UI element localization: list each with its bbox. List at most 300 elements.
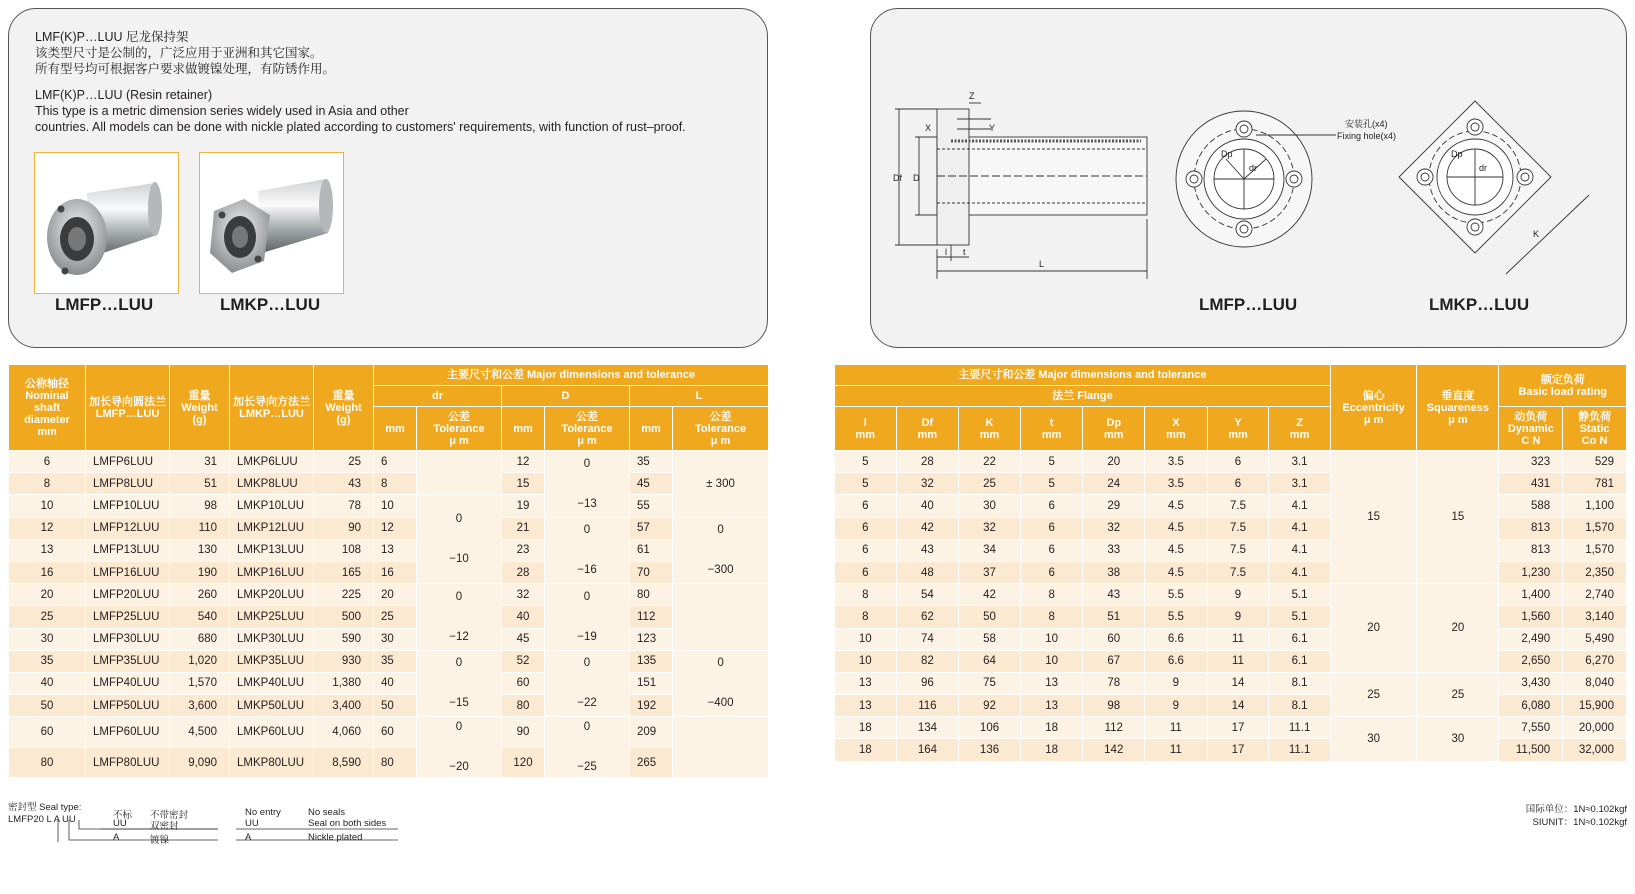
cell: 7.5 — [1207, 495, 1269, 517]
cell: 12 — [502, 451, 545, 473]
cell: 3,430 — [1499, 672, 1563, 694]
cell: 12 — [9, 517, 86, 539]
cell: 6 — [1207, 451, 1269, 473]
cell: 80 — [374, 747, 417, 778]
col-round-model: 加长导向圆法兰 LMFP…LUU — [86, 365, 170, 451]
cell: 32 — [959, 517, 1021, 539]
cell: 151 — [630, 672, 673, 694]
dr-tolerance: 0 −15 — [417, 650, 502, 717]
cell: 28 — [896, 451, 959, 473]
l-mm: mm — [630, 407, 673, 451]
cell: 112 — [630, 606, 673, 628]
seal-e3: UU — [245, 818, 259, 829]
cell: 58 — [959, 628, 1021, 650]
dimensions-table — [8, 364, 769, 778]
cell: 106 — [959, 717, 1021, 739]
squareness-value: 15 — [1417, 451, 1499, 584]
cell: 225 — [314, 584, 374, 606]
cell: 5.5 — [1145, 606, 1208, 628]
cell: 9 — [1145, 695, 1208, 717]
table-row — [835, 473, 1627, 495]
cell: 78 — [314, 495, 374, 517]
cell: 3.1 — [1269, 473, 1331, 495]
cell: 3,400 — [314, 695, 374, 717]
table-row — [835, 517, 1627, 539]
col-square-model: 加长导向方法兰 LMKP…LUU — [230, 365, 314, 451]
cell: 1,020 — [170, 650, 230, 672]
table-row — [9, 517, 769, 539]
cell: 43 — [896, 539, 959, 561]
cell: 6 — [1020, 561, 1083, 583]
dr-tol: 公差 Tolerance μ m — [417, 407, 502, 451]
cell: 11 — [1207, 628, 1269, 650]
cell: 8 — [9, 473, 86, 495]
cell: 136 — [959, 739, 1021, 761]
cell: 1,560 — [1499, 606, 1563, 628]
cell: 60 — [502, 672, 545, 694]
cell: 813 — [1499, 517, 1563, 539]
cell: 5,490 — [1563, 628, 1627, 650]
seal-title: 密封型 Seal type: — [8, 802, 82, 813]
hole-label-cn: 安装孔(x4) — [1345, 119, 1388, 129]
eccentricity-value: 30 — [1330, 717, 1416, 761]
cell: 18 — [835, 739, 897, 761]
cell: 16 — [374, 561, 417, 583]
cell: 34 — [959, 539, 1021, 561]
seal-e4: Seal on both sides — [308, 818, 387, 829]
cell: 80 — [502, 695, 545, 717]
cell: 813 — [1499, 539, 1563, 561]
cell: 74 — [896, 628, 959, 650]
cell: 45 — [502, 628, 545, 650]
d-tolerance: 0 −22 — [545, 650, 630, 717]
cell: 75 — [959, 672, 1021, 694]
cell: 11 — [1145, 739, 1208, 761]
cell: 6 — [835, 495, 897, 517]
cell: 10 — [835, 628, 897, 650]
dim-df: Df — [893, 173, 902, 183]
cell: 13 — [835, 672, 897, 694]
col-load-rating: 额定负荷 Basic load rating — [1499, 365, 1627, 407]
col-weight-1: 重量 Weight (g) — [170, 365, 230, 451]
cell: LMKP40LUU — [230, 672, 314, 694]
cell: 13 — [9, 539, 86, 561]
d-tolerance: 0 −19 — [545, 584, 630, 651]
cell: 6,270 — [1563, 650, 1627, 672]
cell: 9 — [1207, 606, 1269, 628]
cell: 1,380 — [314, 672, 374, 694]
cell: LMFP50LUU — [86, 695, 170, 717]
cell: LMKP35LUU — [230, 650, 314, 672]
cell: 64 — [959, 650, 1021, 672]
hole-label-en: Fixing hole(x4) — [1337, 131, 1397, 141]
table-row — [9, 606, 769, 628]
major-dims-header-right: 主要尺寸和公差 Major dimensions and tolerance — [835, 365, 1331, 386]
cell: 10 — [835, 650, 897, 672]
cell: 3,600 — [170, 695, 230, 717]
cell: 31 — [170, 451, 230, 473]
d-tol: 公差 Tolerance μ m — [545, 407, 630, 451]
cn-line-2: 所有型号均可根据客户要求做镀镍处理，有防锈作用。 — [35, 62, 336, 76]
cell: 5 — [1020, 473, 1083, 495]
cell: 13 — [374, 539, 417, 561]
cell: 110 — [170, 517, 230, 539]
cell: 4,500 — [170, 717, 230, 748]
col-dr: dr — [374, 386, 502, 407]
cell: 13 — [1020, 695, 1083, 717]
cell: LMFP60LUU — [86, 717, 170, 748]
dr-tolerance: 0 −10 — [417, 495, 502, 584]
cell: LMFP12LUU — [86, 517, 170, 539]
seal-c4: 双密封 — [150, 821, 179, 832]
squareness-value: 30 — [1417, 717, 1499, 761]
cell: 10 — [1020, 650, 1083, 672]
cell: LMFP13LUU — [86, 539, 170, 561]
cell: 57 — [630, 517, 673, 539]
cell: 35 — [374, 650, 417, 672]
cell: LMFP6LUU — [86, 451, 170, 473]
cell: 4.5 — [1145, 495, 1208, 517]
cell: 4.1 — [1269, 561, 1331, 583]
cell: 2,350 — [1563, 561, 1627, 583]
cell: 35 — [630, 451, 673, 473]
table-row — [835, 739, 1627, 761]
cell: 28 — [502, 561, 545, 583]
cell: 8.1 — [1269, 695, 1331, 717]
cell: 32 — [1083, 517, 1145, 539]
cell: LMFP25LUU — [86, 606, 170, 628]
l-tolerance — [673, 717, 769, 778]
cell: 50 — [374, 695, 417, 717]
dr-tolerance — [417, 451, 502, 495]
cell: 6 — [835, 539, 897, 561]
cell: LMKP10LUU — [230, 495, 314, 517]
col-z: Z mm — [1269, 407, 1331, 451]
lmkp-photo — [199, 152, 344, 294]
col-weight-2: 重量 Weight (g) — [314, 365, 374, 451]
cell: LMKP13LUU — [230, 539, 314, 561]
cell: LMKP30LUU — [230, 628, 314, 650]
cell: 40 — [9, 672, 86, 694]
cell: LMFP10LUU — [86, 495, 170, 517]
cell: 6 — [1020, 495, 1083, 517]
cell: LMFP20LUU — [86, 584, 170, 606]
cell: 1,570 — [1563, 539, 1627, 561]
cell: 1,100 — [1563, 495, 1627, 517]
cell: 51 — [170, 473, 230, 495]
dim-dr-round: dr — [1249, 163, 1258, 173]
cell: 25 — [9, 606, 86, 628]
cell: 78 — [1083, 672, 1145, 694]
table-row — [9, 473, 769, 495]
cell: 190 — [170, 561, 230, 583]
en-line-1: This type is a metric dimension series widely used in Asia and other — [35, 104, 409, 118]
cell: 11.1 — [1269, 717, 1331, 739]
cn-line-1: 该类型尺寸是公制的，广泛应用于亚洲和其它国家。 — [35, 46, 323, 60]
cell: 165 — [314, 561, 374, 583]
cell: 142 — [1083, 739, 1145, 761]
table-row — [835, 695, 1627, 717]
cell: 50 — [959, 606, 1021, 628]
cell: 43 — [314, 473, 374, 495]
dim-y: Y — [989, 123, 996, 133]
dim-k: K — [1533, 229, 1540, 239]
table-row — [9, 747, 769, 778]
col-df: Df mm — [896, 407, 959, 451]
cell: 8,590 — [314, 747, 374, 778]
cell: 25 — [314, 451, 374, 473]
table-row — [9, 539, 769, 561]
eccentricity-value: 20 — [1330, 584, 1416, 673]
lmkp-label: LMKP…LUU — [220, 295, 321, 314]
cell: 98 — [170, 495, 230, 517]
dim-z: Z — [969, 91, 975, 101]
cell: LMKP12LUU — [230, 517, 314, 539]
flange-header: 法兰 Flange — [835, 386, 1331, 407]
cell: 10 — [374, 495, 417, 517]
cell: 6 — [9, 451, 86, 473]
flange-load-table — [834, 364, 1627, 762]
l-tolerance: ± 300 — [673, 451, 769, 518]
drawing-panel — [870, 8, 1627, 348]
cell: 80 — [9, 747, 86, 778]
cell: 70 — [630, 561, 673, 583]
cell: 8 — [1020, 584, 1083, 606]
cell: 8 — [835, 584, 897, 606]
cell: 52 — [502, 650, 545, 672]
cell: 781 — [1563, 473, 1627, 495]
cell: 38 — [1083, 561, 1145, 583]
cell: LMKP80LUU — [230, 747, 314, 778]
col-static: 静负荷 Static Co N — [1563, 407, 1627, 451]
cell: 5 — [835, 473, 897, 495]
cell: 11 — [1207, 650, 1269, 672]
cell: 680 — [170, 628, 230, 650]
cell: 30 — [374, 628, 417, 650]
table-row — [835, 606, 1627, 628]
cell: 54 — [896, 584, 959, 606]
cell: 431 — [1499, 473, 1563, 495]
cell: 24 — [1083, 473, 1145, 495]
cell: 6.6 — [1145, 650, 1208, 672]
table-row — [9, 650, 769, 672]
table-row — [835, 495, 1627, 517]
cell: 82 — [896, 650, 959, 672]
cell: 3.1 — [1269, 451, 1331, 473]
table-row — [9, 584, 769, 606]
dim-dr-square: dr — [1479, 163, 1488, 173]
cell: 14 — [1207, 672, 1269, 694]
cell: 5 — [1020, 451, 1083, 473]
cell: 80 — [630, 584, 673, 606]
cell: 4.5 — [1145, 561, 1208, 583]
cell: 62 — [896, 606, 959, 628]
cell: 2,490 — [1499, 628, 1563, 650]
cell: 6 — [835, 517, 897, 539]
unit-line-2: SIUNIT：1N≈0.102kgf — [1532, 817, 1627, 828]
table-row — [835, 650, 1627, 672]
cell: 30 — [9, 628, 86, 650]
cell: 92 — [959, 695, 1021, 717]
cell: 35 — [9, 650, 86, 672]
major-dims-header: 主要尺寸和公差 Major dimensions and tolerance — [374, 365, 769, 386]
l-tolerance: 0 −300 — [673, 517, 769, 584]
cell: 40 — [896, 495, 959, 517]
cell: 265 — [630, 747, 673, 778]
cell: 116 — [896, 695, 959, 717]
eccentricity-value: 15 — [1330, 451, 1416, 584]
cell: 192 — [630, 695, 673, 717]
cell: 164 — [896, 739, 959, 761]
cell: 3.5 — [1145, 473, 1208, 495]
cell: 6.1 — [1269, 628, 1331, 650]
dim-big-l: L — [1039, 259, 1045, 269]
cell: LMFP30LUU — [86, 628, 170, 650]
cell: 8 — [835, 606, 897, 628]
cell: 540 — [170, 606, 230, 628]
cell: 112 — [1083, 717, 1145, 739]
en-title: LMF(K)P…LUU (Resin retainer) — [35, 88, 213, 102]
intro-text — [35, 29, 686, 135]
dim-l: l — [945, 247, 947, 257]
cell: LMKP16LUU — [230, 561, 314, 583]
squareness-value: 20 — [1417, 584, 1499, 673]
cell: LMFP40LUU — [86, 672, 170, 694]
seal-c6: 镀镍 — [150, 835, 170, 846]
cell: 6,080 — [1499, 695, 1563, 717]
col-eccentricity: 偏心 Eccentricity μ m — [1330, 365, 1416, 451]
cell: 529 — [1563, 451, 1627, 473]
cell: 6 — [1020, 539, 1083, 561]
dim-x: X — [925, 123, 932, 133]
cell: 7,550 — [1499, 717, 1563, 739]
table-row — [9, 695, 769, 717]
cell: 5.5 — [1145, 584, 1208, 606]
unit-line-1: 国际单位：1N≈0.102kgf — [1525, 804, 1627, 815]
cell: 6 — [1020, 517, 1083, 539]
cell: 4.1 — [1269, 539, 1331, 561]
cell: 90 — [502, 717, 545, 748]
table-row — [9, 451, 769, 473]
cell: 4.5 — [1145, 517, 1208, 539]
cell: 60 — [9, 717, 86, 748]
table-row — [9, 717, 769, 748]
table-row — [9, 628, 769, 650]
cell: 134 — [896, 717, 959, 739]
cell: 22 — [959, 451, 1021, 473]
lmfp-photo — [34, 152, 179, 294]
cell: 108 — [314, 539, 374, 561]
cell: 4.1 — [1269, 517, 1331, 539]
cell: 25 — [959, 473, 1021, 495]
dim-d: D — [913, 173, 920, 183]
col-dynamic: 动负荷 Dynamic C N — [1499, 407, 1563, 451]
cell: 51 — [1083, 606, 1145, 628]
cell: 590 — [314, 628, 374, 650]
unit-note — [1526, 803, 1627, 829]
cell: 45 — [630, 473, 673, 495]
cell: 123 — [630, 628, 673, 650]
seal-c3: UU — [113, 818, 127, 829]
seal-e6: Nickle plated — [308, 832, 363, 843]
cell: 90 — [314, 517, 374, 539]
cell: 7.5 — [1207, 539, 1269, 561]
cell: 2,650 — [1499, 650, 1563, 672]
d-mm: mm — [502, 407, 545, 451]
intro-panel — [8, 8, 768, 348]
lmfp-label: LMFP…LUU — [55, 295, 154, 314]
col-l: L — [630, 386, 769, 407]
cell: 1,230 — [1499, 561, 1563, 583]
seal-c2: 不带密封 — [150, 810, 189, 821]
l-tolerance: 0 −400 — [673, 650, 769, 717]
cell: 16 — [9, 561, 86, 583]
seal-e2: No seals — [308, 807, 345, 818]
cell: 135 — [630, 650, 673, 672]
cell: LMKP60LUU — [230, 717, 314, 748]
cell: 18 — [1020, 717, 1083, 739]
seal-code: LMFP20 L A UU — [8, 814, 76, 825]
cell: 23 — [502, 539, 545, 561]
l-tol: 公差 Tolerance μ m — [673, 407, 769, 451]
cell: 13 — [835, 695, 897, 717]
seal-e1: No entry — [245, 807, 281, 818]
squareness-value: 25 — [1417, 672, 1499, 716]
table-row — [835, 539, 1627, 561]
cell: 6 — [1207, 473, 1269, 495]
cell: 130 — [170, 539, 230, 561]
cell: LMFP80LUU — [86, 747, 170, 778]
cell: 2,740 — [1563, 584, 1627, 606]
cell: 11,500 — [1499, 739, 1563, 761]
cell: LMFP16LUU — [86, 561, 170, 583]
cell: LMFP8LUU — [86, 473, 170, 495]
cell: 42 — [896, 517, 959, 539]
cell: 18 — [1020, 739, 1083, 761]
d-tolerance: 0 −25 — [545, 717, 630, 778]
cell: 61 — [630, 539, 673, 561]
col-squareness: 垂直度 Squareness μ m — [1417, 365, 1499, 451]
table-row — [9, 672, 769, 694]
table-row — [835, 561, 1627, 583]
cell: 17 — [1207, 739, 1269, 761]
cell: 15,900 — [1563, 695, 1627, 717]
cell: 48 — [896, 561, 959, 583]
cell: 3.5 — [1145, 451, 1208, 473]
cell: 30 — [959, 495, 1021, 517]
cell: 40 — [374, 672, 417, 694]
cell: 1,400 — [1499, 584, 1563, 606]
cell: LMKP20LUU — [230, 584, 314, 606]
cell: 29 — [1083, 495, 1145, 517]
cell: 8 — [374, 473, 417, 495]
l-tolerance — [673, 584, 769, 651]
seal-c1: 不标 — [113, 810, 133, 821]
cell: 8 — [1020, 606, 1083, 628]
cell: 12 — [374, 517, 417, 539]
cell: 3,140 — [1563, 606, 1627, 628]
seal-c5: A — [113, 832, 120, 843]
dim-t: t — [963, 247, 966, 257]
cell: 40 — [502, 606, 545, 628]
cell: 5 — [835, 451, 897, 473]
table-row — [835, 672, 1627, 694]
cell: LMKP50LUU — [230, 695, 314, 717]
cell: 6 — [835, 561, 897, 583]
cell: 9,090 — [170, 747, 230, 778]
cell: 7.5 — [1207, 517, 1269, 539]
col-l: l mm — [835, 407, 897, 451]
